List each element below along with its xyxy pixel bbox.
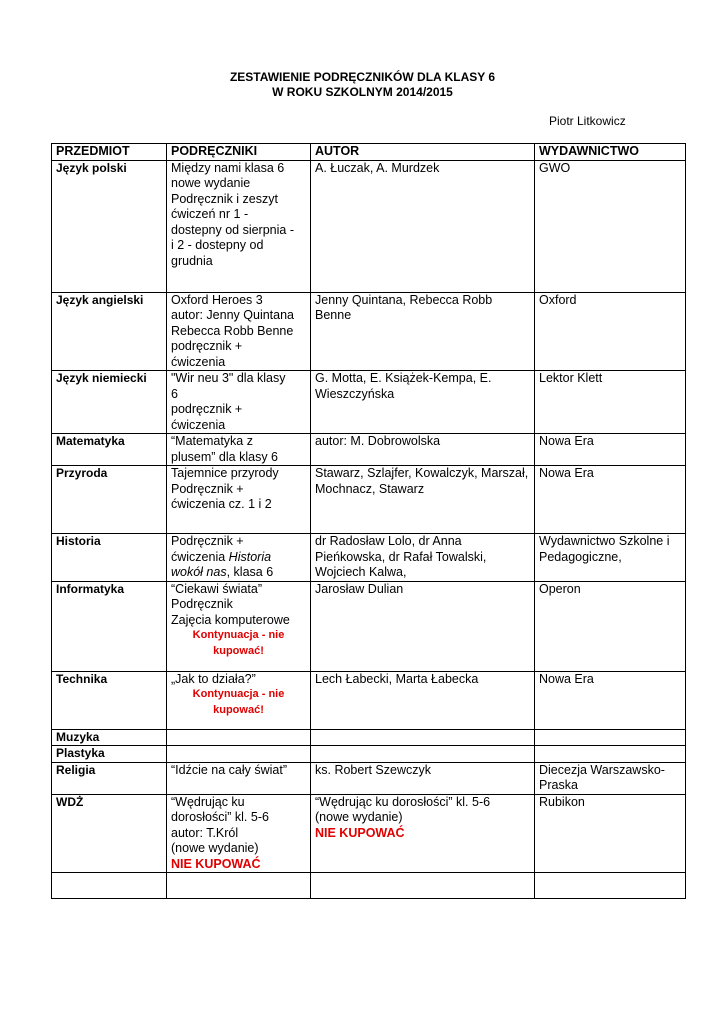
book-line: Podręcznik bbox=[171, 597, 233, 611]
column-header-books: PODRĘCZNIKI bbox=[167, 144, 311, 161]
empty-cell bbox=[535, 873, 686, 899]
publisher-cell: Rubikon bbox=[535, 794, 686, 873]
subject-cell: Historia bbox=[52, 534, 167, 582]
author-cell: Stawarz, Szlajfer, Kowalczyk, Marszał, Mochnacz, Stawarz bbox=[311, 466, 535, 534]
book-line: autor: Jenny Quintana bbox=[171, 308, 294, 322]
book-cell bbox=[167, 729, 311, 746]
book-cell bbox=[167, 434, 311, 466]
do-not-buy-note: NIE KUPOWAĆ bbox=[171, 856, 261, 871]
book-line: 6 bbox=[171, 386, 178, 401]
publisher-cell: Diecezja Warszawsko-Praska bbox=[535, 762, 686, 794]
author-cell: G. Motta, E. Książek-Kempa, E. Wieszczyńska bbox=[311, 371, 535, 434]
title-line-2: W ROKU SZKOLNYM 2014/2015 bbox=[272, 85, 453, 99]
do-not-buy-note: Kontynuacja - nie kupować! bbox=[192, 629, 285, 657]
subject-cell: Język polski bbox=[52, 160, 167, 292]
table-header-row bbox=[52, 144, 686, 161]
column-header-publisher: WYDAWNICTWO bbox=[535, 144, 686, 161]
publisher-cell: GWO bbox=[535, 160, 686, 292]
table-row bbox=[52, 794, 686, 873]
table-row-empty bbox=[52, 873, 686, 899]
publisher-cell: Nowa Era bbox=[535, 434, 686, 466]
book-cell bbox=[167, 160, 311, 292]
book-line: Podręcznik i zeszyt bbox=[171, 191, 278, 206]
empty-cell bbox=[311, 873, 535, 899]
book-line: ćwiczeń nr 1 - bbox=[171, 207, 249, 221]
book-line: ćwiczenia bbox=[171, 354, 226, 369]
table-row bbox=[52, 292, 686, 371]
table-row bbox=[52, 729, 686, 746]
book-line: nowe wydanie bbox=[171, 176, 251, 190]
author-cell: A. Łuczak, A. Murdzek bbox=[311, 160, 535, 292]
subject-cell: Matematyka bbox=[52, 434, 167, 466]
book-line: i 2 - dostepny od bbox=[171, 238, 264, 252]
subject-cell: Język angielski bbox=[52, 292, 167, 371]
author-cell: Jarosław Dulian bbox=[311, 581, 535, 671]
book-line: “Idźcie na cały świat” bbox=[171, 762, 288, 777]
subject-cell: Technika bbox=[52, 671, 167, 729]
textbook-table bbox=[51, 143, 686, 899]
book-cell bbox=[167, 292, 311, 371]
book-line: "Wir neu 3" dla klasy bbox=[171, 371, 286, 385]
author-cell bbox=[311, 729, 535, 746]
author-cell: Jenny Quintana, Rebecca Robb Benne bbox=[311, 292, 535, 371]
book-line: Tajemnice przyrody bbox=[171, 466, 279, 480]
author-cell: Lech Łabecki, Marta Łabecka bbox=[311, 671, 535, 729]
book-line: (nowe wydanie) bbox=[171, 841, 259, 855]
book-line: ćwiczenia cz. 1 i 2 bbox=[171, 497, 272, 511]
publisher-cell bbox=[535, 729, 686, 746]
subject-cell: Język niemiecki bbox=[52, 371, 167, 434]
subject-cell: Informatyka bbox=[52, 581, 167, 671]
book-line bbox=[171, 550, 306, 566]
author-line: “Wędrując ku dorosłości” kl. 5-6 bbox=[315, 794, 491, 809]
publisher-cell bbox=[535, 746, 686, 763]
book-line: podręcznik + bbox=[171, 402, 243, 416]
book-line: dorosłości” kl. 5-6 bbox=[171, 810, 269, 824]
column-header-subject: PRZEDMIOT bbox=[52, 144, 167, 161]
publisher-cell: Wydawnictwo Szkolne i Pedagogiczne, bbox=[535, 534, 686, 582]
title-line-1: ZESTAWIENIE PODRĘCZNIKÓW DLA KLASY 6 bbox=[229, 70, 496, 84]
book-line: “Wędrując ku bbox=[171, 794, 245, 809]
subject-cell: WDŻ bbox=[52, 794, 167, 873]
book-line: grudnia bbox=[171, 253, 213, 268]
column-header-author: AUTOR bbox=[311, 144, 535, 161]
book-line bbox=[171, 565, 306, 581]
author-cell bbox=[311, 746, 535, 763]
publisher-cell: Nowa Era bbox=[535, 466, 686, 534]
book-cell bbox=[167, 581, 311, 671]
book-cell bbox=[167, 466, 311, 534]
author-cell: ks. Robert Szewczyk bbox=[311, 762, 535, 794]
book-line: Zajęcia komputerowe bbox=[171, 612, 290, 627]
table-row bbox=[52, 434, 686, 466]
book-cell bbox=[167, 371, 311, 434]
empty-cell bbox=[167, 873, 311, 899]
book-line: ćwiczenia bbox=[171, 417, 226, 432]
book-line: “Ciekawi świata” bbox=[171, 581, 262, 596]
author-line: (nowe wydanie) bbox=[315, 810, 403, 824]
publisher-cell: Operon bbox=[535, 581, 686, 671]
table-row bbox=[52, 581, 686, 671]
book-cell bbox=[167, 534, 311, 582]
book-line: Podręcznik + bbox=[171, 481, 244, 496]
publisher-cell: Nowa Era bbox=[535, 671, 686, 729]
book-line: plusem” dla klasy 6 bbox=[171, 449, 278, 464]
subject-cell: Muzyka bbox=[52, 729, 167, 746]
empty-cell bbox=[52, 873, 167, 899]
book-line: Oxford Heroes 3 bbox=[171, 292, 263, 307]
book-cell bbox=[167, 794, 311, 873]
document-author: Piotr Litkowicz bbox=[549, 114, 626, 128]
book-cell bbox=[167, 762, 311, 794]
book-title-italic: Historia bbox=[228, 549, 272, 564]
subject-cell: Religia bbox=[52, 762, 167, 794]
table-row bbox=[52, 746, 686, 763]
book-text: , klasa 6 bbox=[226, 565, 274, 579]
do-not-buy-note: Kontynuacja - nie kupować! bbox=[192, 688, 285, 716]
table-row bbox=[52, 762, 686, 794]
book-line: Rebecca Robb Benne bbox=[171, 323, 294, 338]
table-row bbox=[52, 534, 686, 582]
table-row bbox=[52, 371, 686, 434]
author-cell: autor: M. Dobrowolska bbox=[311, 434, 535, 466]
do-not-buy-note: NIE KUPOWAĆ bbox=[315, 825, 405, 840]
book-line: autor: T.Król bbox=[171, 825, 239, 840]
book-line: Między nami klasa 6 bbox=[171, 160, 285, 175]
subject-cell: Przyroda bbox=[52, 466, 167, 534]
author-cell: dr Radosław Lolo, dr Anna Pieńkowska, dr Rafał Towalski, Wojciech Kalwa, bbox=[311, 534, 535, 582]
table-row bbox=[52, 160, 686, 292]
table-row bbox=[52, 466, 686, 534]
book-cell bbox=[167, 746, 311, 763]
book-line: “Matematyka z bbox=[171, 434, 253, 448]
book-text: ćwiczenia bbox=[171, 549, 229, 564]
publisher-cell: Lektor Klett bbox=[535, 371, 686, 434]
book-line: Podręcznik + bbox=[171, 534, 244, 548]
author-cell bbox=[311, 794, 535, 873]
book-line: dostepny od sierpnia - bbox=[171, 222, 294, 237]
table-row bbox=[52, 671, 686, 729]
book-line: „Jak to działa?” bbox=[171, 671, 256, 686]
document-title bbox=[0, 70, 725, 100]
book-cell bbox=[167, 671, 311, 729]
publisher-cell: Oxford bbox=[535, 292, 686, 371]
subject-cell: Plastyka bbox=[52, 746, 167, 763]
book-line: podręcznik + bbox=[171, 339, 243, 353]
book-title-italic: wokół nas bbox=[171, 565, 227, 579]
